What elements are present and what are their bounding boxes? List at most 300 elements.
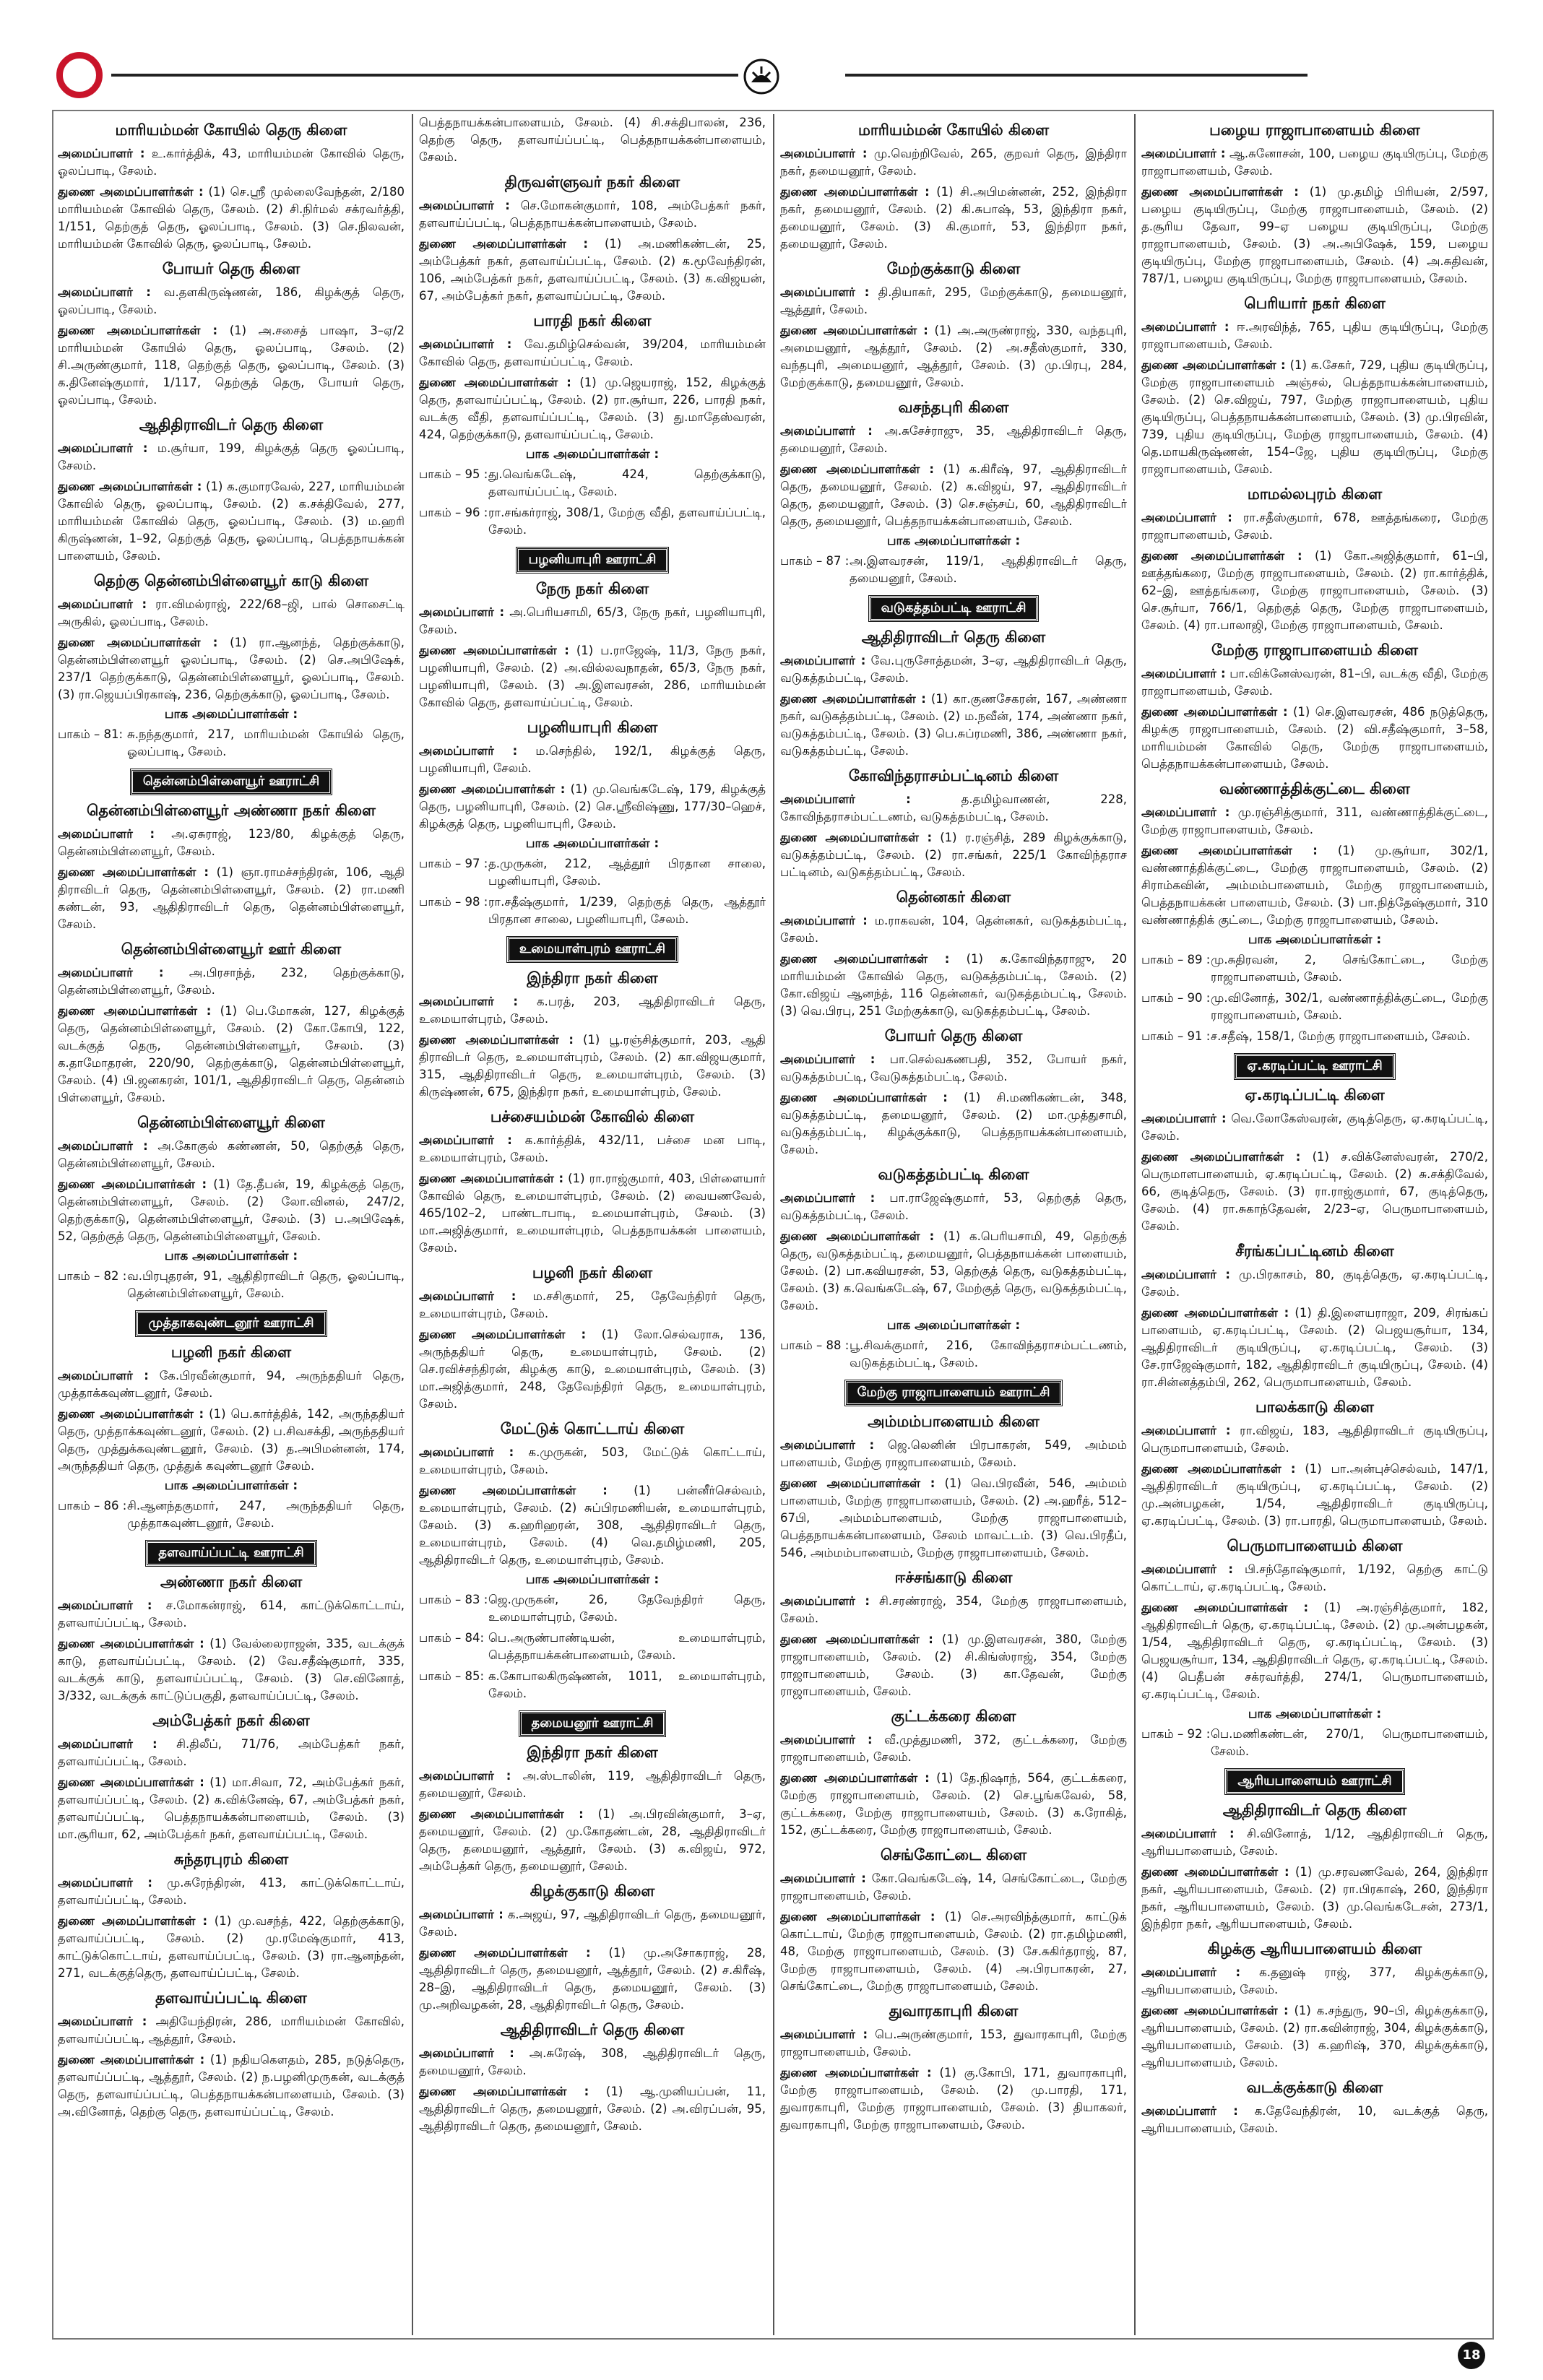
organiser-entry [58, 440, 405, 475]
deputy-organisers-entry [58, 1003, 405, 1107]
deputy-organisers-entry [419, 1326, 766, 1413]
deputy-organisers-text: (1) க.சந்துரு, 90–பி, கிழக்குக்காடு, ஆரியபாளையம், சேலம். (2) ரா.கவின்ராஜ், 304, கிழக்குக்காடு, ஆரியபாளையம், சேலம். (3) க.ஹரிஷ், 370, கிழக்குக்காடு, ஆரியபாளையம், சேலம். [1141, 2004, 1488, 2069]
organiser-entry [419, 1767, 766, 1802]
organiser-entry [1141, 1964, 1488, 1999]
ward-organiser-row [780, 553, 1127, 587]
branch-title: பழைய ராஜாபாளையம் கிளை [1209, 121, 1420, 139]
deputy-organisers-entry [58, 1176, 405, 1245]
ward-organiser-row [419, 1591, 766, 1626]
deputy-organisers-text: (1) கா.குணசேகரன், 167, அண்ணா நகர், வடுகத்தம்பட்டி, சேலம். (2) ம.நவீன், 174, அண்ணா நகர், வடுகத்தம்பட்டி, சேலம். (3) பெ.சுப்ரமணி, 386, அண்ணா நகர், வடுகத்தம்பட்டி, சேலம். [780, 692, 1127, 758]
branch-title: மாமல்லபுரம் கிளை [1247, 485, 1383, 503]
deputy-organisers-entry [780, 183, 1127, 253]
deputy-organisers-label: துணை அமைப்பாளர்கள் : [58, 1775, 204, 1789]
ward-organiser-text: ச.சதீஷ், 158/1, மேற்கு ராஜாபாளையம், சேலம். [1211, 1029, 1471, 1043]
deputy-organisers-label: துணை அமைப்பாளர்கள் : [780, 831, 933, 844]
deputy-organisers-entry [58, 1774, 405, 1843]
deputy-organisers-entry [780, 1770, 1127, 1839]
deputy-organisers-text: (1) மு.இளவரசன், 380, மேற்கு ராஜாபாளையம், சேலம். (2) சி.கிங்ஸ்ராஜ், 354, மேற்கு ராஜாபாளையம், சேலம். (3) கா.தேவன், மேற்கு ராஜாபாளையம், சேலம். [780, 1632, 1127, 1698]
organiser-label: அமைப்பாளர் : [1141, 147, 1226, 160]
organiser-text: வ.தளகிருஷ்ணன், 186, கிழக்குத் தெரு, ஓலப்பாடி, சேலம். [58, 285, 405, 316]
organiser-entry [1141, 804, 1488, 839]
organiser-text: அ.பிரசாந்த், 232, தெற்குக்காடு, தென்னம்பிள்ளையூர், சேலம். [58, 966, 405, 997]
organiser-label: அமைப்பாளர் : [419, 1133, 512, 1147]
organiser-label: அமைப்பாளர் : [780, 1871, 866, 1885]
organiser-label: அமைப்பாளர் : [780, 1438, 875, 1452]
deputy-organisers-label: துணை அமைப்பாளர்கள் : [1141, 358, 1286, 372]
deputy-organisers-text: (1) ர.ரஞ்சித், 289 கிழக்குக்காடு, வடுகத்தம்பட்டி, சேலம். (2) ரா.சங்கர், 225/1 கோவிந்தராச பட்டினம், வடுகத்தம்பட்டி, சேலம். [780, 831, 1127, 879]
ward-organiser-text: மு.வினோத், 302/1, வண்ணாத்திக்குட்டை, மேற்கு ராஜாபாளையம், சேலம். [1211, 991, 1488, 1022]
deputy-organisers-entry [419, 2083, 766, 2135]
deputy-organisers-text: (1) ஞா.ராமச்சந்திரன், 106, ஆதி திராவிடர் தெரு, தென்னம்பிள்ளையூர், சேலம். (2) ரா.மணி கண்டன், 93, ஆதிதிராவிடர் தெரு, தென்னம்பிள்ளையூர், சேலம். [58, 865, 405, 931]
branch-title: தென்னம்பிள்ளையூர் அண்ணா நகர் கிளை [87, 802, 376, 819]
page-mark-circle-icon [56, 52, 103, 98]
masthead-rule-right [845, 74, 1308, 77]
organiser-label: அமைப்பாளர் : [1141, 320, 1229, 334]
ward-organiser-text: க.கோபாலகிருஷ்ணன், 1011, உமையாள்புரம், சேலம். [488, 1669, 766, 1700]
branch-title: ஆதிதிராவிடர் தெரு கிளை [500, 2021, 685, 2038]
organiser-label: அமைப்பாளர் : [1141, 1827, 1235, 1840]
panchayat-heading: உமையாள்புரம் ஊராட்சி [507, 937, 678, 962]
ward-number: பாகம் – 82 : [58, 1269, 127, 1283]
ward-organiser-row [419, 1668, 766, 1702]
deputy-organisers-label: துணை அமைப்பாளர்கள் : [58, 1914, 208, 1928]
deputy-organisers-text: (1) லோ.செல்வராசு, 136, அருந்ததியர் தெரு, உமையாள்புரம், சேலம். (2) செ.ரவிச்சந்திரன், கிழக்கு காடு, உமையாள்புரம், சேலம். (3) மா.அஜித்குமார், 248, தேவேந்திரர் தெரு, உமையாள்புரம், சேலம். [419, 1328, 766, 1411]
deputy-organisers-entry [1141, 1461, 1488, 1530]
ward-organiser-text: பூ.சிவக்குமார், 216, கோவிந்தராசம்பட்டணம், வடுகத்தம்பட்டி, சேலம். [850, 1338, 1127, 1369]
panchayat-heading: ஆரியபாளையம் ஊராட்சி [1225, 1769, 1404, 1794]
branch-title: அண்ணா நகர் கிளை [160, 1573, 303, 1591]
ward-organiser-text: ரா.சங்கர்ராஜ், 308/1, மேற்கு வீதி, தளவாய்ப்பட்டி, சேலம். [488, 506, 766, 537]
deputy-organisers-entry [419, 642, 766, 711]
branch-title: தெற்கு தென்னம்பிள்ளையூர் காடு கிளை [93, 572, 369, 589]
ward-number: பாகம் – 92 : [1141, 1727, 1211, 1741]
branch-title: தென்னம்பிள்ளையூர் கிளை [137, 1114, 325, 1131]
deputy-organisers-text: (1) மு.வெங்கடேஷ், 179, கிழக்குத் தெரு, பழனியாபுரி, சேலம். (2) செ.ஸ்ரீவிஷ்ணு, 177/30–ஹெச், கிழக்குத் தெரு, பழனியாபுரி, சேலம். [419, 782, 766, 831]
organiser-text: வே.தமிழ்செல்வன், 39/204, மாரியம்மன் கோவில் தெரு, தளவாய்ப்பட்டி, சேலம். [419, 337, 766, 368]
branch-title: மேட்டுக் கொட்டாய் கிளை [500, 1420, 685, 1437]
branch-title: மேற்குக்காடு கிளை [886, 260, 1021, 277]
ward-organiser-row [419, 504, 766, 539]
branch-title: ஏ.கரடிப்பட்டி கிளை [1245, 1086, 1385, 1104]
deputy-organisers-label: துணை அமைப்பாளர்கள் : [419, 1807, 584, 1821]
branch-title: வண்ணாத்திக்குட்டை கிளை [1219, 780, 1410, 797]
deputy-organisers-entry [1141, 357, 1488, 478]
ward-organiser-row [780, 1337, 1127, 1372]
ward-organiser-row [419, 1630, 766, 1664]
deputy-organisers-entry [780, 691, 1127, 760]
deputy-organisers-entry [58, 322, 405, 409]
organiser-entry [1141, 1422, 1488, 1457]
deputy-organisers-entry [58, 478, 405, 565]
ward-organiser-row [58, 726, 405, 761]
deputy-organisers-label: துணை அமைப்பாளர்கள் : [1141, 1306, 1289, 1320]
deputy-organisers-entry [780, 322, 1127, 391]
organiser-text: ரா.விஜய், 183, ஆதிதிராவிடர் குடியிருப்பு, பெருமாபாளையம், சேலம். [1141, 1424, 1488, 1455]
deputy-organisers-text: (1) செ.இளவரசன், 486 நடுத்தெரு, கிழக்கு ராஜாபாளையம், சேலம். (2) வி.சதீஷ்குமார், 3–58, மாரியம்மன் கோவில் தெரு, மேற்கு ராஜாபாளையம், பெத்தநாயக்கன்பாளையம், சேலம். [1141, 705, 1488, 771]
organiser-text: க.தனுஷ் ராஜ், 377, கிழக்குக்காடு, ஆரியபாளையம், சேலம். [1141, 1965, 1488, 1996]
ward-organisers-heading: பாக அமைப்பாளர்கள் : [1248, 932, 1382, 947]
ward-organiser-row [419, 855, 766, 890]
branch-title: சீரங்கப்பட்டினம் கிளை [1235, 1242, 1394, 1260]
organiser-label: அமைப்பாளர் : [1141, 667, 1226, 680]
deputy-organisers-label: துணை அமைப்பாளர்கள் : [780, 1771, 930, 1785]
ward-organiser-text: த.முருகன், 212, ஆத்தூர் பிரதான சாலை, பழனியாபுரி, சேலம். [488, 857, 766, 888]
deputy-organisers-entry [419, 1806, 766, 1875]
organiser-text: ஈ.அரவிந்த், 765, புதிய குடியிருப்பு, மேற்கு ராஜாபாளையம், சேலம். [1141, 320, 1488, 351]
deputy-organisers-text: (1) ச.விக்னேஸ்வரன், 270/2, பெருமாளபாளையம், ஏ.கரடிப்பட்டி, சேலம். (2) சு.சக்திவேல், 66, குடித்தெரு, சேலம். (3) ரா.ராஜ்குமார், 67, குடித்தெரு, சேலம். (4) ரா.சுகாந்தேவன், 2/23–ஏ, பெருமாபாளையம், சேலம். [1141, 1150, 1488, 1233]
deputy-organisers-text: (1) மு.வசந்த், 422, தெற்குக்காடு, தளவாய்ப்பட்டி, சேலம். (2) மு.ரமேஷ்குமார், 413, காட்டுக்கொட்டாய், தளவாய்ப்பட்டி, சேலம். (3) ரா.ஆனந்தன், 271, வடக்குத்தெரு, தளவாய்ப்பட்டி, சேலம். [58, 1914, 405, 1980]
organiser-label: அமைப்பாளர் : [780, 1052, 876, 1066]
organiser-entry [780, 1437, 1127, 1471]
deputy-organisers-entry [1141, 548, 1488, 634]
organiser-text: சி.சரண்ராஜ், 354, மேற்கு ராஜாபாளையம், சேலம். [780, 1594, 1127, 1625]
panchayat-heading: தளவாய்ப்பட்டி ஊராட்சி [146, 1541, 316, 1566]
organiser-label: அமைப்பாளர் : [58, 1876, 152, 1890]
organiser-entry [419, 993, 766, 1028]
deputy-organisers-entry [780, 951, 1127, 1020]
organiser-label: அமைப்பாளர் : [780, 1191, 876, 1205]
ward-number: பாகம் – 95 : [419, 467, 488, 481]
deputy-organisers-label: துணை அமைப்பாளர்கள் : [58, 1407, 204, 1421]
organiser-entry [419, 604, 766, 639]
organiser-text: அ.ஸ்டாலின், 119, ஆதிதிராவிடர் தெரு, தமையனூர், சேலம். [419, 1769, 766, 1800]
deputy-organisers-entry [58, 183, 405, 253]
organiser-label: அமைப்பாளர் : [1141, 1424, 1231, 1437]
ward-organiser-text: பெ.அருண்பாண்டியன், உமையாள்புரம், பெத்தநாயக்கன்பாளையம், சேலம். [488, 1631, 766, 1662]
column-1 [58, 114, 405, 2335]
branch-title: ஈச்சங்காடு கிளை [894, 1569, 1013, 1586]
organiser-label: அமைப்பாளர் : [780, 2028, 868, 2041]
organiser-entry [419, 1288, 766, 1323]
continued-text: பெத்தநாயக்கன்பாளையம், சேலம். (4) சி.சக்திபாலன், 236, தெற்கு தெரு, தளவாய்ப்பட்டி, பெத்தநாயக்கன்பாளையம், சேலம். [419, 116, 766, 164]
organiser-entry [58, 1874, 405, 1909]
organiser-label: அமைப்பாளர் : [419, 1769, 511, 1783]
ward-organiser-row [1141, 1726, 1488, 1760]
deputy-organisers-text: (1) க.கோவிந்தராஜு, 20 மாரியம்மன் கோவில் தெரு, வடுகத்தம்பட்டி, சேலம். (2) கோ.விஜய் ஆனந்த், 116 தென்னகர், வடுகத்தம்பட்டி, சேலம். (3) வெ.பிரபு, 251 மேற்குக்காடு, வடுகத்தம்பட்டி, சேலம். [780, 952, 1127, 1018]
branch-title: ஆதிதிராவிடர் தெரு கிளை [861, 628, 1046, 646]
branch-title: மாரியம்மன் கோயில் தெரு கிளை [115, 121, 347, 139]
organiser-text: செ.மோகன்குமார், 108, அம்பேத்கர் நகர், தளவாய்ப்பட்டி, பெத்தநாயக்கன்பாளையம், சேலம். [419, 199, 766, 230]
ward-number: பாகம் – 87 : [780, 554, 850, 568]
organiser-entry [419, 1444, 766, 1479]
organiser-entry [780, 1190, 1127, 1224]
deputy-organisers-entry [1141, 1864, 1488, 1933]
ward-number: பாகம் – 88 : [780, 1338, 850, 1352]
organiser-label: அமைப்பாளர் : [58, 1139, 148, 1153]
ward-number: பாகம் – 98 : [419, 895, 488, 909]
organiser-text: பா.ராஜேஷ்குமார், 53, தெற்குத் தெரு, வடுகத்தம்பட்டி, சேலம். [780, 1191, 1127, 1222]
branch-title: பாலக்காடு கிளை [1255, 1398, 1374, 1416]
organiser-entry [780, 912, 1127, 947]
organiser-text: அ.கோகுல் கண்ணன், 50, தெற்குத் தெரு, தென்னம்பிள்ளையூர், சேலம். [58, 1139, 405, 1170]
ward-number: பாகம் – 81: [58, 727, 124, 741]
deputy-organisers-entry [58, 1635, 405, 1705]
organiser-label: அமைப்பாளர் : [58, 2015, 147, 2028]
branch-title: ஆதிதிராவிடர் தெரு கிளை [1222, 1801, 1407, 1819]
deputy-organisers-label: துணை அமைப்பாளர்கள் : [58, 636, 218, 649]
organiser-text: அ.பெரியசாமி, 65/3, நேரு நகர், பழனியாபுரி, சேலம். [419, 605, 766, 636]
organiser-entry [1141, 665, 1488, 700]
panchayat-heading: தமையனூர் ஊராட்சி [519, 1711, 666, 1736]
masthead [51, 49, 1492, 104]
ward-organiser-row [1141, 1028, 1488, 1045]
deputy-organisers-text: (1) அ.சசைத் பாஷா, 3–ஏ/2 மாரியம்மன் கோயில் தெரு, ஓலப்பாடி, சேலம். (2) சி.அருண்குமார், 118, தெற்குத் தெரு, ஓலப்பாடி, சேலம். (3) க.தினேஷ்குமார், 1/117, தெற்குத் தெரு, போயர் தெரு, ஓலப்பாடி, சேலம். [58, 324, 405, 407]
ward-number: பாகம் – 85: [419, 1669, 485, 1683]
deputy-organisers-text: (1) ஆ.முனியப்பன், 11, ஆதிதிராவிடர் தெரு, தமையனூர், சேலம். (2) அ.விரப்பன், 95, ஆதிதிராவிடர் தெரு, தமையனூர், சேலம். [419, 2085, 766, 2133]
deputy-organisers-label: துணை அமைப்பாளர்கள் : [780, 692, 926, 706]
branch-title: இந்திரா நகர் கிளை [527, 969, 658, 987]
deputy-organisers-entry [1141, 2002, 1488, 2072]
deputy-organisers-entry [780, 1631, 1127, 1700]
deputy-organisers-entry [419, 1944, 766, 2014]
organiser-label: அமைப்பாளர் : [1141, 805, 1230, 819]
organiser-entry [780, 145, 1127, 180]
deputy-organisers-text: (1) மு.தமிழ் பிரியன், 2/597, பழைய குடியிருப்பு, மேற்கு ராஜாபாளையம், சேலம். (2) த.சூரிய தேவா, 99–ஏ பழைய குடியிருப்பு, மேற்கு ராஜாபாளையம், சேலம். (3) அ.அபிஷேக், 159, பழைய குடியிருப்பு, மேற்கு ராஜாபாளையம், சேலம். (4) அ.சுதிவன், 787/1, பழைய குடியிருப்பு, மேற்கு ராஜாபாளையம், சேலம். [1141, 185, 1488, 285]
organiser-label: அமைப்பாளர் : [58, 147, 145, 160]
deputy-organisers-entry [1141, 1599, 1488, 1703]
column-divider [773, 114, 774, 2335]
deputy-organisers-label: துணை அமைப்பாளர்கள் : [780, 1229, 935, 1243]
organiser-text: க.பரத், 203, ஆதிதிராவிடர் தெரு, உமையாள்புரம், சேலம். [419, 995, 766, 1026]
organiser-text: பா.விக்னேஸ்வரன், 81–பி, வடக்கு வீதி, மேற்கு ராஜாபாளையம், சேலம். [1141, 667, 1488, 698]
deputy-organisers-label: துணை அமைப்பாளர்கள் : [780, 185, 930, 199]
deputy-organisers-entry [780, 2064, 1127, 2134]
deputy-organisers-entry [780, 1089, 1127, 1159]
organiser-entry [780, 791, 1127, 826]
deputy-organisers-label: துணை அமைப்பாளர்கள் : [1141, 1601, 1309, 1614]
ward-number: பாகம் – 89 : [1141, 953, 1211, 966]
deputy-organisers-label: துணை அமைப்பாளர்கள் : [780, 462, 934, 476]
organiser-entry [419, 2045, 766, 2080]
organiser-label: அமைப்பாளர் : [780, 424, 873, 438]
rising-sun-emblem-icon [743, 58, 780, 95]
deputy-organisers-label: துணை அமைப்பாளர்கள் : [58, 865, 209, 879]
organiser-text: அதியேந்திரன், 286, மாரியம்மன் கோவில், தளவாய்ப்பட்டி, ஆத்தூர், சேலம். [58, 2015, 405, 2046]
organiser-label: அமைப்பாளர் : [1141, 1965, 1241, 1979]
organiser-label: அமைப்பாளர் : [419, 1908, 503, 1921]
ward-organisers-heading: பாக அமைப்பாளர்கள் : [525, 836, 660, 851]
deputy-organisers-label: துணை அமைப்பாளர்கள் : [1141, 1462, 1296, 1476]
column-divider [1134, 114, 1136, 2335]
deputy-organisers-text: (1) சி.அபிமன்னன், 252, இந்திரா நகர், தமையனூர், சேலம். (2) கி.சுபாஷ், 53, இந்திரா நகர், தமையனூர், சேலம். (3) கி.குமார், 53, இந்திரா நகர், தமையனூர், சேலம். [780, 185, 1127, 251]
branch-title: பழனி நகர் கிளை [170, 1343, 292, 1361]
ward-organisers-heading: பாக அமைப்பாளர்கள் : [164, 1249, 298, 1263]
organiser-entry [780, 1051, 1127, 1086]
deputy-organisers-text: (1) நதியகௌதம், 285, நடுத்தெரு, தளவாய்ப்பட்டி, ஆத்தூர், சேலம். (2) ந.பழனிமுருகன், வடக்குத் தெரு, தளவாய்ப்பட்டி, பெத்தநாயக்கன்பாளையம், சேலம். (3) அ.வினோத், தெற்கு தெரு, தளவாய்ப்பட்டி, சேலம். [58, 2053, 405, 2119]
deputy-organisers-entry [58, 634, 405, 704]
organiser-label: அமைப்பாளர் : [419, 1445, 514, 1459]
ward-organisers-heading: பாக அமைப்பாளர்கள் : [525, 447, 660, 462]
deputy-organisers-label: துணை அமைப்பாளர்கள் : [419, 1484, 608, 1497]
organiser-entry [1141, 1825, 1488, 1860]
branch-title: பாரதி நகர் கிளை [533, 312, 652, 329]
organiser-entry [1141, 145, 1488, 180]
ward-number: பாகம் – 96 : [419, 506, 488, 519]
deputy-organisers-entry [419, 235, 766, 305]
organiser-label: அமைப்பாளர் : [419, 1289, 517, 1303]
ward-organiser-text: ரா.சதீஷ்குமார், 1/239, தெற்குத் தெரு, ஆத்தூர் பிரதான சாலை, பழனியாபுரி, சேலம். [488, 895, 766, 926]
organiser-entry [58, 964, 405, 999]
ward-number: பாகம் – 97 : [419, 857, 488, 870]
branch-title: கிழக்குகாடு கிளை [530, 1882, 655, 1900]
deputy-organisers-text: (1) பெ.மோகன், 127, கிழக்குத் தெரு, தென்னம்பிள்ளையூர், சேலம். (2) கோ.கோபி, 122, வடக்குத் தெரு, தென்னம்பிள்ளையூர், சேலம். (3) க.தாமோதரன், 220/90, தெற்குக்காடு, தென்னம்பிள்ளையூர், சேலம். (4) பி.ஜனகரன், 101/1, ஆதிதிராவிடர் தெரு, தென்னம் பிள்ளையூர், சேலம். [58, 1004, 405, 1104]
organiser-label: அமைப்பாளர் : [58, 285, 151, 299]
ward-organiser-row [58, 1497, 405, 1532]
organiser-label: அமைப்பாளர் : [419, 995, 518, 1008]
deputy-organisers-text: (1) பா.அன்புச்செல்வம், 147/1, ஆதிதிராவிடர் குடியிருப்பு, ஏ.கரடிப்பட்டி, சேலம். (2) மு.அன்பழகன், 1/54, ஆதிதிராவிடர் குடியிருப்பு, ஏ.கரடிப்பட்டி, சேலம். (3) ரா.பாரதி, பெருமாபாளையம், சேலம். [1141, 1462, 1488, 1528]
deputy-organisers-text: (1) தே.நிஷாந், 564, குட்டக்கரை, மேற்கு ராஜாபாளையம், சேலம். (2) செ.பூங்கவேல், 58, குட்டக்கரை, மேற்கு ராஜாபாளையம், சேலம். (3) க.ரோகித், 152, குட்டக்கரை, மேற்கு ராஜாபாளையம், சேலம். [780, 1771, 1127, 1837]
organiser-entry [419, 743, 766, 777]
organiser-entry [780, 2026, 1127, 2061]
branch-title: பெரியார் நகர் கிளை [1244, 295, 1386, 312]
deputy-organisers-entry [58, 2051, 405, 2121]
organiser-entry [58, 1367, 405, 1402]
branch-title: செங்கோட்டை கிளை [880, 1846, 1027, 1864]
deputy-organisers-label: துணை அமைப்பாளர்கள் : [58, 1004, 212, 1018]
deputy-organisers-entry [419, 781, 766, 833]
ward-organiser-text: அ.இளவரசன், 119/1, ஆதிதிராவிடர் தெரு, தமையனூர், சேலம். [850, 554, 1127, 585]
branch-title: ஆதிதிராவிடர் தெரு கிளை [139, 416, 324, 433]
deputy-organisers-text: (1) அ.பிரவின்குமார், 3–ஏ, தமையனூர், சேலம். (2) மு.கோதண்டன், 28, ஆதிதிராவிடர் தெரு, தமையனூர், ஆத்தூர், சேலம். (3) க.விஜய், 972, அம்பேத்கர் தெரு, தமையனூர், சேலம். [419, 1807, 766, 1873]
organiser-entry [780, 284, 1127, 319]
panchayat-heading: தென்னம்பிள்ளையூர் ஊராட்சி [131, 769, 332, 795]
organiser-entry [419, 197, 766, 232]
deputy-organisers-text: (1) ப.ராஜேஷ், 11/3, நேரு நகர், பழனியாபுரி, சேலம். (2) அ.வில்லவநாதன், 65/3, நேரு நகர், பழனியாபுரி, சேலம். (3) அ.இளவரசன், 286, மாரியம்மன் கோவில் தெரு, தளவாய்ப்பட்டி, சேலம். [419, 644, 766, 709]
organiser-entry [58, 596, 405, 631]
deputy-organisers-text: (1) அ.ரஞ்சித்குமார், 182, ஆதிதிராவிடர் தெரு, ஏ.கரடிப்பட்டி, சேலம். (2) மு.அன்பழகன், 1/54, ஆதிதிராவிடர் தெரு, ஏ.கரடிப்பட்டி, சேலம். (3) பெஜயசூர்யா, 134, ஆதிதிராவிடர் தெரு, ஏ.கரடிப்பட்டி, சேலம். (4) பெதீபன் சக்ரவர்த்தி, 274/1, பெருமாபாளையம், ஏ.கரடிப்பட்டி, சேலம். [1141, 1601, 1488, 1701]
organiser-entry [58, 145, 405, 180]
deputy-organisers-label: துணை அமைப்பாளர்கள் : [1141, 185, 1299, 199]
organiser-text: ச.மோகன்ராஜ், 614, காட்டுக்கொட்டாய், தளவாய்ப்பட்டி, சேலம். [58, 1598, 405, 1630]
organiser-entry [1141, 1110, 1488, 1145]
ward-organiser-text: சு.நந்தகுமார், 217, மாரியம்மன் கோயில் தெரு, ஓலப்பாடி, சேலம். [127, 727, 405, 758]
ward-number: பாகம் – 83 : [419, 1593, 488, 1606]
branch-title: சுந்தரபுரம் கிளை [173, 1851, 289, 1868]
deputy-organisers-text: (1) மு.ஜெயராஜ், 152, கிழக்குத் தெரு, தளவாய்ப்பட்டி, சேலம். (2) ரா.சூர்யா, 226, பாரதி நகர், வடக்கு வீதி, தளவாய்ப்பட்டி, சேலம். (3) து.மாதேஸ்வரன், 424, தெற்குக்காடு, தளவாய்ப்பட்டி, சேலம். [419, 376, 766, 441]
deputy-organisers-label: துணை அமைப்பாளர்கள் : [780, 1632, 933, 1646]
branch-title: தளவாய்ப்பட்டி கிளை [155, 1989, 307, 2007]
branch-title: பழனியாபுரி கிளை [527, 719, 658, 736]
deputy-organisers-label: துணை அமைப்பாளர்கள் : [58, 324, 218, 337]
organiser-label: அமைப்பாளர் : [780, 1733, 873, 1747]
organiser-text: மு.ரஞ்சித்குமார், 311, வண்ணாத்திக்குட்டை, மேற்கு ராஜாபாளையம், சேலம். [1141, 805, 1488, 836]
organiser-label: அமைப்பாளர் : [58, 1737, 157, 1751]
page-number: 18 [1458, 2342, 1485, 2369]
panchayat-heading: வடுகத்தம்பட்டி ஊராட்சி [869, 596, 1039, 621]
ward-organiser-text: பெ.மணிகண்டன், 270/1, பெருமாபாளையம், சேலம். [1211, 1727, 1488, 1758]
branch-title: மேற்கு ராஜாபாளையம் கிளை [1211, 641, 1418, 659]
organiser-entry [419, 1132, 766, 1167]
deputy-organisers-label: துணை அமைப்பாளர்கள் : [780, 1910, 935, 1924]
branch-title: துவாரகாபுரி கிளை [889, 2002, 1019, 2020]
ward-number: பாகம் – 90 : [1141, 991, 1211, 1005]
organiser-label: அமைப்பாளர் : [780, 792, 911, 806]
organiser-label: அமைப்பாளர் : [780, 1594, 870, 1608]
organiser-text: ம.சசிகுமார், 25, தேவேந்திரர் தெரு, உமையாள்புரம், சேலம். [419, 1289, 766, 1320]
organiser-entry [780, 1870, 1127, 1905]
deputy-organisers-label: துணை அமைப்பாளர்கள் : [780, 1091, 948, 1104]
organiser-label: அமைப்பாளர் : [1141, 511, 1232, 524]
deputy-organisers-text: (1) ரா.ஆனந்த், தெற்குக்காடு, தென்னம்பிள்ளையூர் ஓலப்பாடி, சேலம். (2) செ.அபிஷேக், 237/1 தெற்குக்காடு, தென்னம்பிள்ளையூர், ஓலப்பாடி, சேலம். (3) ரா.ஜெயப்பிரகாஷ், 236, தெற்குக்காடு, ஓலப்பாடி, சேலம். [58, 636, 405, 701]
branch-title: திருவள்ளுவர் நகர் கிளை [504, 173, 680, 191]
deputy-organisers-label: துணை அமைப்பாளர்கள் : [1141, 549, 1302, 563]
organiser-text: சி.திலீப், 71/76, அம்பேத்கர் நகர், தளவாய்ப்பட்டி, சேலம். [58, 1737, 405, 1768]
deputy-organisers-text: (1) அ.அருண்ராஜ், 330, வந்தபுரி, அமையனூர், ஆத்தூர், சேலம். (2) அ.சதீஸ்குமார், 330, வந்தபுரி, அமையனூர், ஆத்தூர், சேலம். (3) மு.பிரபு, 284, மேற்குக்காடு, தமையனூர், சேலம். [780, 324, 1127, 389]
organiser-text: ம.ராகவன், 104, தென்னகர், வடுகத்தம்பட்டி, சேலம். [780, 914, 1127, 945]
ward-organiser-text: து.வெங்கடேஷ், 424, தெற்குக்காடு, தளவாய்ப்பட்டி, சேலம். [488, 467, 766, 498]
organiser-entry [1141, 1561, 1488, 1596]
deputy-organisers-entry [1141, 183, 1488, 287]
organiser-text: அ.ஏசுராஜ், 123/80, கிழக்குத் தெரு, தென்னம்பிள்ளையூர், சேலம். [58, 827, 405, 858]
organiser-entry [58, 826, 405, 860]
branch-title: போயர் தெரு கிளை [884, 1027, 1023, 1044]
ward-organiser-row [419, 893, 766, 928]
deputy-organisers-entry [419, 1170, 766, 1257]
organiser-entry [58, 1138, 405, 1172]
column-2 [419, 114, 766, 2335]
deputy-organisers-label: துணை அமைப்பாளர்கள் : [58, 2053, 205, 2067]
branch-title: அம்மம்பாளையம் கிளை [868, 1413, 1040, 1430]
organiser-text: கோ.வெங்கடேஷ், 14, செங்கோட்டை, மேற்கு ராஜாபாளையம், சேலம். [780, 1871, 1127, 1903]
organiser-text: த.தமிழ்வாணன், 228, கோவிந்தராசம்பட்டணம், வடுகத்தம்பட்டி, சேலம். [780, 792, 1127, 823]
deputy-organisers-label: துணை அமைப்பாளர்கள் : [419, 1328, 587, 1341]
deputy-organisers-text: (1) பன்னீர்செல்வம், உமையாள்புரம், சேலம். (2) சுப்பிரமணியன், உமையாள்புரம், சேலம். (3) க.ஹரிஹரன், 308, ஆதிதிராவிடர் தெரு, உமையாள்புரம், சேலம். (4) வெ.தமிழ்மணி, 205, ஆதிதிராவிடர் தெரு, உமையாள்புரம், சேலம். [419, 1484, 766, 1567]
organiser-label: அமைப்பாளர் : [58, 1598, 152, 1612]
organiser-text: தி.தியாகர், 295, மேற்குக்காடு, தமையனூர், ஆத்தூர், சேலம். [780, 285, 1127, 316]
deputy-organisers-text: (1) ரா.ராஜ்குமார், 403, பிள்ளையார் கோவில் தெரு, உமையாள்புரம், சேலம். (2) வையணவேல், 465/102–2, பாண்டாபாடி, உமையாள்புரம், சேலம். (3) மா.அஜித்குமார், உமையாள்புரம், பெத்தநாயக்கன் பாளையம், சேலம். [419, 1172, 766, 1255]
deputy-organisers-text: (1) வெ.பிரவீன், 546, அம்மம் பாளையம், மேற்கு ராஜாபாளையம், சேலம். (2) அ.ஹரீத், 512–67பி, அம்மம்பாளையம், மேற்கு ராஜாபாளையம், பெத்தநாயக்கன்பாளையம், சேலம் மாவட்டம். (3) வெ.பிரதீப், 546, அம்மம்பாளையம், மேற்கு ராஜாபாளையம், சேலம். [780, 1476, 1127, 1559]
organiser-label: அமைப்பாளர் : [780, 147, 868, 160]
deputy-organisers-label: துணை அமைப்பாளர்கள் : [419, 782, 566, 796]
deputy-organisers-text: (1) தே.தீபன், 19, கிழக்குத் தெரு, தென்னம்பிள்ளையூர், சேலம். (2) லோ.வினல், 247/2, தெற்குக்காடு, தென்னம்பிள்ளையூர், சேலம். (3) ப.அபிஷேக், 52, தெற்குத் தெரு, தென்னம்பிள்ளையூர், சேலம். [58, 1177, 405, 1243]
organiser-text: ரா.விமல்ராஜ், 222/68–ஜி, பால் சொசைட்டி அருகில், ஓலப்பாடி, சேலம். [58, 597, 405, 628]
ward-organiser-row [58, 1268, 405, 1302]
organiser-entry [419, 336, 766, 371]
deputy-organisers-label: துணை அமைப்பாளர்கள் : [58, 480, 202, 493]
deputy-organisers-text: (1) பூ.ரஞ்சித்குமார், 203, ஆதி திராவிடர் தெரு, உமையாள்புரம், சேலம். (2) கா.விஜயகுமார், 315, ஆதிதிராவிடர் தெரு, உமையாள்புரம், சேலம். (3) கிருஷ்ணன், 675, இந்திரா நகர், உமையாள்புரம், சேலம். [419, 1033, 766, 1099]
masthead-rule-left [111, 74, 738, 77]
organiser-text: வீ.முத்துமணி, 372, குட்டக்கரை, மேற்கு ராஜாபாளையம், சேலம். [780, 1733, 1127, 1764]
deputy-organisers-entry [780, 1228, 1127, 1315]
branch-title: பச்சையம்மன் கோவில் கிளை [490, 1108, 695, 1125]
deputy-organisers-text: (1) க.கிரீஷ், 97, ஆதிதிராவிடர் தெரு, தமையனூர், சேலம். (2) க.விஜய், 97, ஆதிதிராவிடர் தெரு, தமையனூர், சேலம். (3) செ.சஞ்சய், 60, ஆதிதிராவிடர் தெரு, தமையனூர், பெத்தநாயக்கன்பாளையம், சேலம். [780, 462, 1127, 528]
deputy-organisers-entry [419, 1031, 766, 1101]
deputy-organisers-label: துணை அமைப்பாளர்கள் : [780, 324, 928, 337]
organiser-entry [1141, 1266, 1488, 1301]
deputy-organisers-label: துணை அமைப்பாளர்கள் : [1141, 1150, 1301, 1164]
organiser-label: அமைப்பாளர் : [419, 337, 512, 351]
deputy-organisers-text: (1) க.பெரியசாமி, 49, தெற்குத் தெரு, வடுகத்தம்பட்டி, தமையனூர், பெத்தநாயக்கன் பாளையம், சேலம். (2) பா.கவியரசன், 53, தெற்குத் தெரு, வடுகத்தம்பட்டி, சேலம். (3) க.வெங்கடேஷ், 67, மேற்குத் தெரு, வடுகத்தம்பட்டி, சேலம். [780, 1229, 1127, 1312]
column-divider [412, 114, 413, 2335]
deputy-organisers-text: (1) க.சேகர், 729, புதிய குடியிருப்பு, மேற்கு ராஜாபாளையம் அஞ்சல், பெத்தநாயக்கன்பாளையம், சேலம். (2) செ.விஜய், 797, மேற்கு ராஜாபாளையம், புதிய குடியிருப்பு, பெத்தநாயக்கன்பாளையம், சேலம். (3) மு.பிரவின், 739, புதிய குடியிருப்பு, மேற்கு ராஜாபாளையம், சேலம். (4) தெ.மாயகிருஷ்ணன், 154–ஜே, புதிய குடியிருப்பு, மேற்கு ராஜாபாளையம், சேலம். [1141, 358, 1488, 476]
deputy-organisers-text: (1) செ.அரவிந்த்குமார், காட்டுக் கொட்டாய், மேற்கு ராஜாபாளையம், சேலம். (2) ரா.தமிழ்மணி, 48, மேற்கு ராஜாபாளையம், சேலம். (3) சே.சுகிர்தராஜ், 87, மேற்கு ராஜாபாளையம், சேலம். (4) அ.பிரபாகரன், 27, செங்கோட்டை, மேற்கு ராஜாபாளையம், சேலம். [780, 1910, 1127, 1993]
organiser-label: அமைப்பாளர் : [1141, 1562, 1233, 1576]
deputy-organisers-label: துணை அமைப்பாளர்கள் : [780, 952, 950, 966]
organiser-text: ரா.சதீஸ்குமார், 678, ஊத்தங்கரை, மேற்கு ராஜாபாளையம், சேலம். [1141, 511, 1488, 542]
organiser-text: அ.சுசேச்ராஜு, 35, ஆதிதிராவிடர் தெரு, தமையனூர், சேலம். [780, 424, 1127, 455]
deputy-organisers-entry [1141, 704, 1488, 773]
article-body [58, 114, 1488, 2335]
deputy-organisers-entry [780, 829, 1127, 881]
organiser-label: அமைப்பாளர் : [58, 966, 164, 979]
organiser-entry [780, 1593, 1127, 1627]
organiser-text: ஜெ.லெனின் பிரபாகரன், 549, அம்மம் பாளையம், மேற்கு ராஜாபாளையம், சேலம். [780, 1438, 1127, 1469]
deputy-organisers-text: (1) பெ.கார்த்திக், 142, அருந்ததியர் தெரு, முத்தாக்கவுண்டனூர், சேலம். (2) ப.சிவசக்தி, அருந்ததியர் தெரு, முத்துக்கவுண்டனூர், சேலம். (3) த.அபிமன்னன், 174, அருந்ததியர் தெரு, முத்துக் கவுண்டனூர் சேலம். [58, 1407, 405, 1473]
ward-organisers-heading: பாக அமைப்பாளர்கள் : [886, 1318, 1021, 1333]
deputy-organisers-entry [58, 1913, 405, 1982]
organiser-label: அமைப்பாளர் : [419, 2046, 514, 2060]
ward-organiser-text: ஜெ.முருகன், 26, தேவேந்திரர் தெரு, உமையாள்புரம், சேலம். [488, 1593, 766, 1624]
